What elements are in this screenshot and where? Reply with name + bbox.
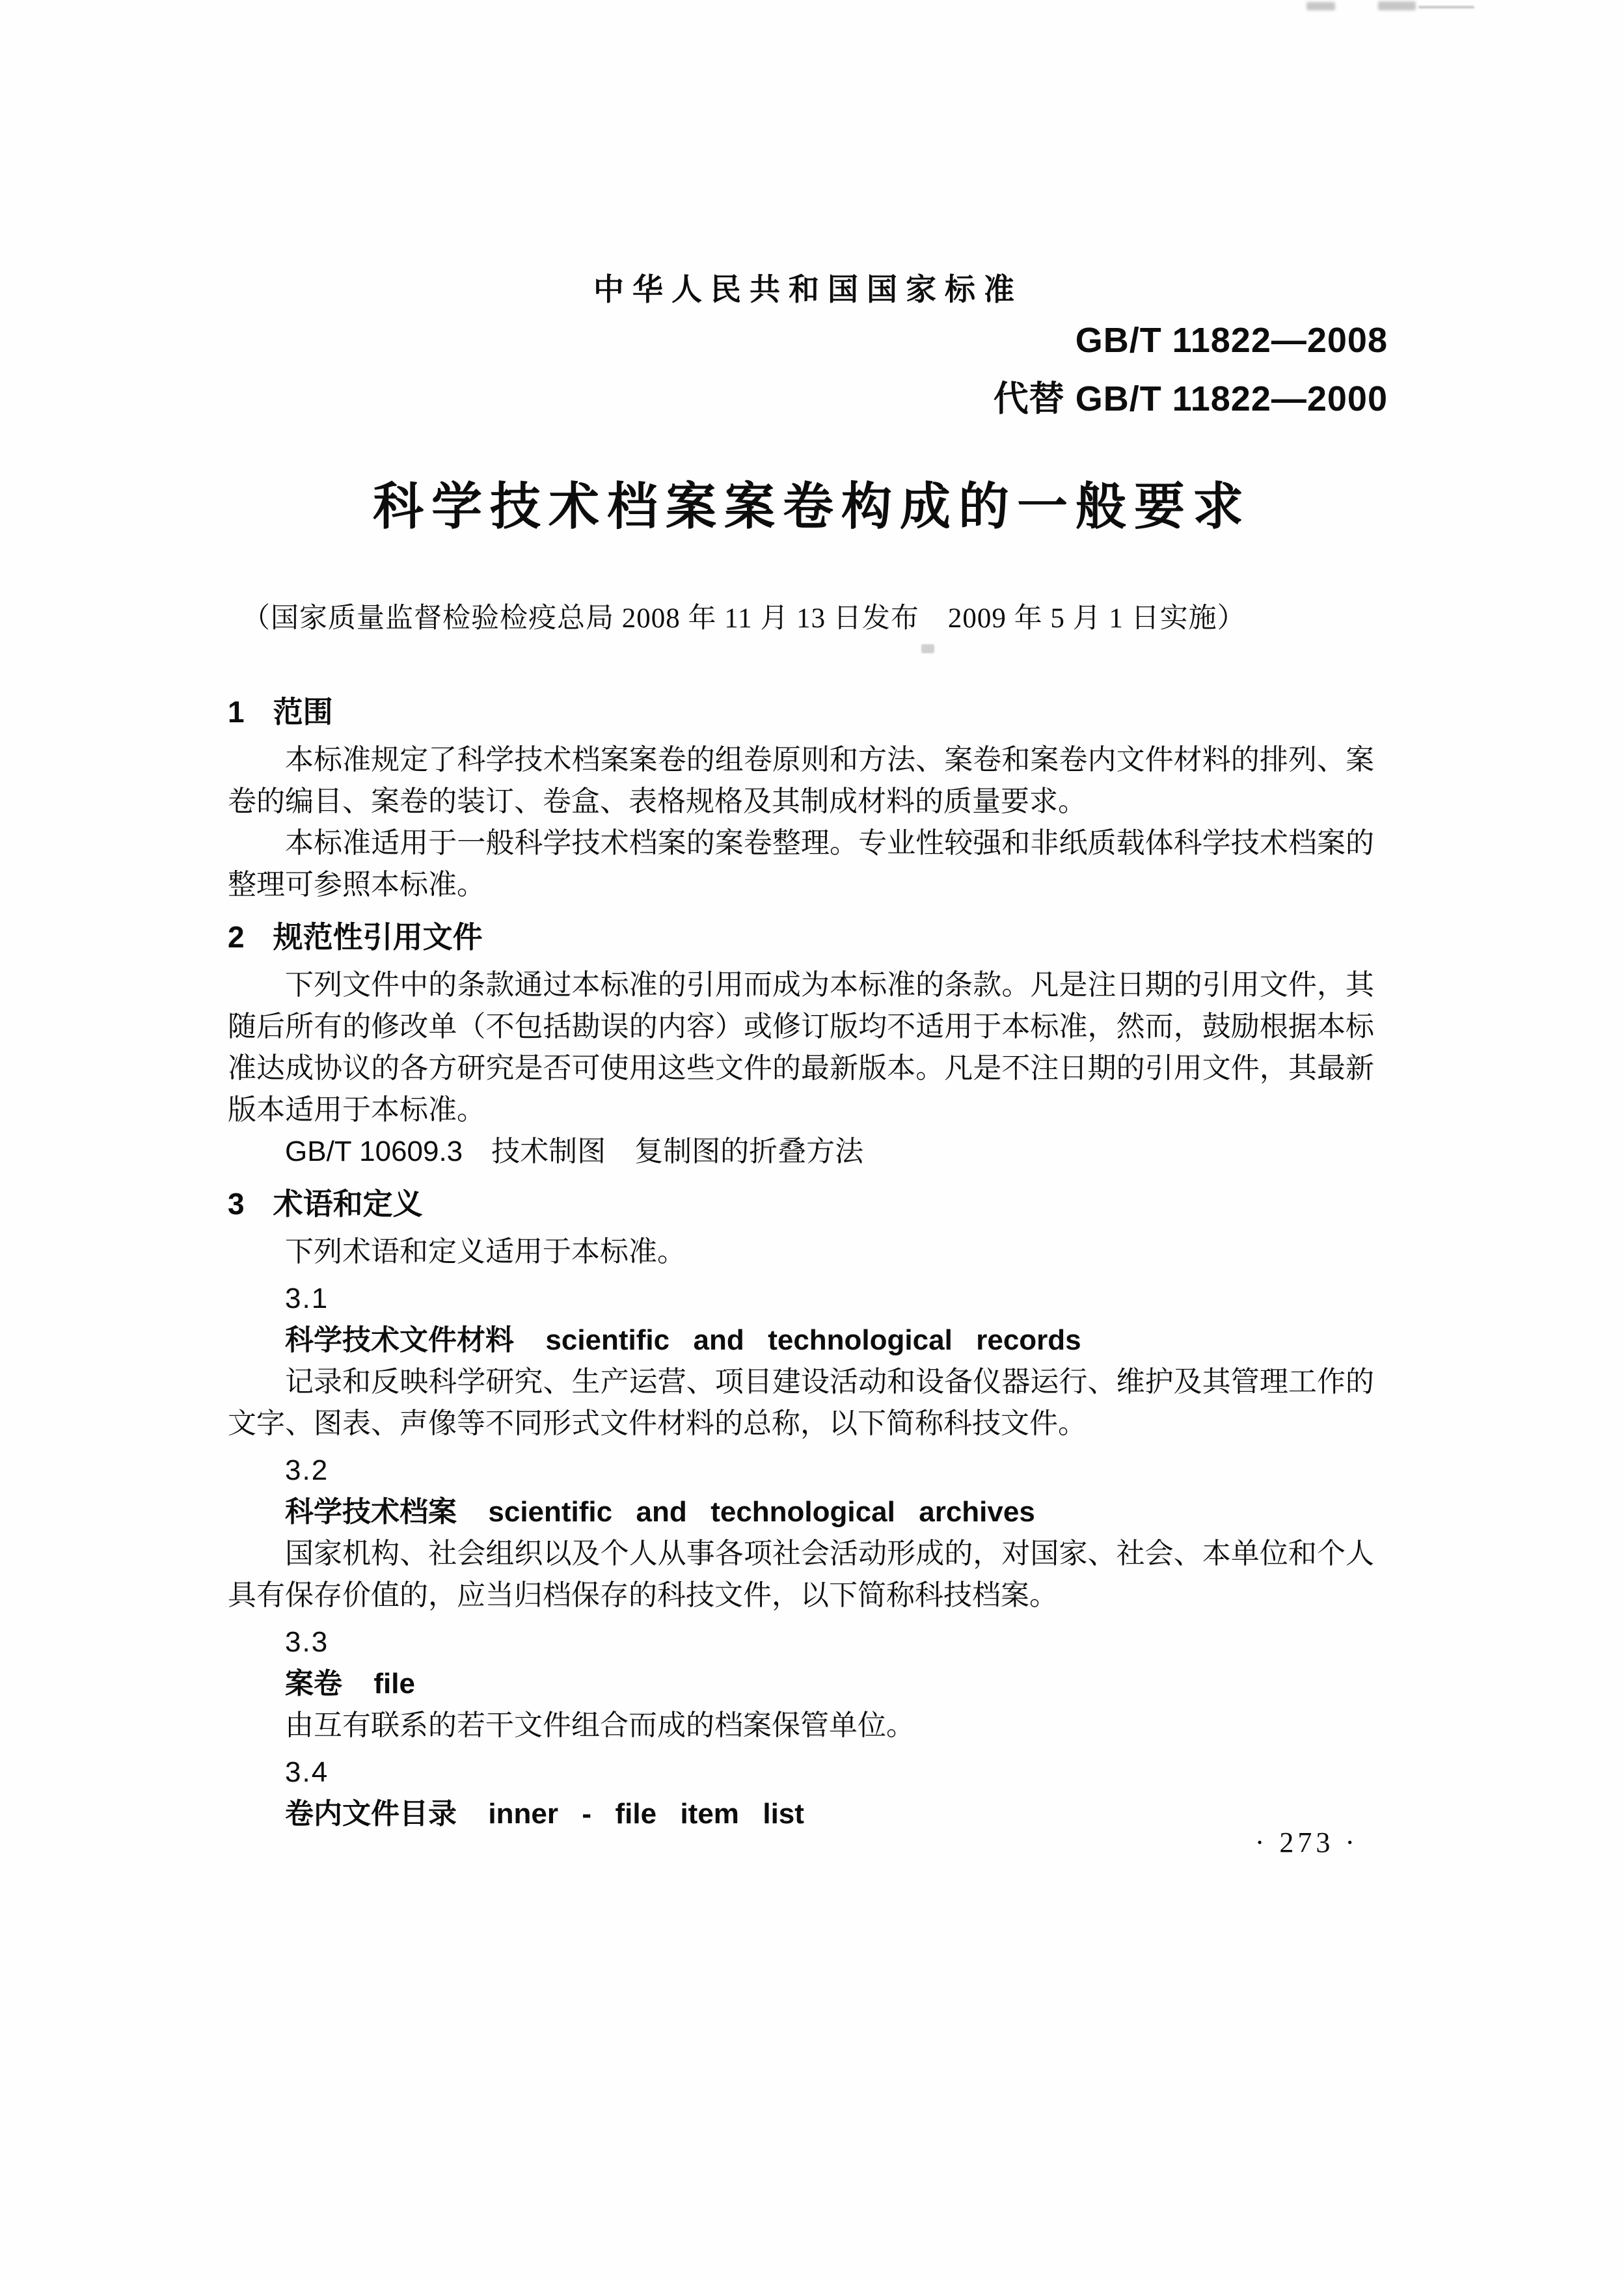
term-en: scientific and technological archives (488, 1496, 1035, 1528)
term-heading (228, 1793, 1374, 1835)
section-number: 1 (228, 695, 245, 729)
document-title: 科学技术档案案卷构成的一般要求 (372, 478, 1251, 535)
scan-artifact (921, 644, 934, 653)
term-number: 3.1 (285, 1283, 329, 1314)
scan-artifact (1306, 2, 1335, 10)
section-title: 术语和定义 (273, 1187, 423, 1221)
section-title: 范围 (273, 695, 333, 729)
national-standard-label: 中华人民共和国国家标准 (593, 272, 1023, 306)
section-number: 3 (228, 1187, 245, 1221)
term-heading (228, 1320, 1374, 1361)
section-heading-normative-references (228, 916, 1374, 958)
document-body (228, 681, 1374, 1835)
term-zh: 科学技术档案 (285, 1496, 457, 1528)
scan-artifact (1418, 6, 1474, 8)
section-title: 规范性引用文件 (273, 920, 483, 954)
term-number: 3.3 (285, 1626, 329, 1658)
term-zh: 卷内文件目录 (285, 1798, 457, 1830)
term-definition: 由互有联系的若干文件组合而成的档案保管单位。 (285, 1709, 915, 1741)
paragraph: 下列文件中的条款通过本标准的引用而成为本标准的条款。凡是注日期的引用文件，其随后所有的修改单（不包括勘误的内容）或修订版均不适用于本标准，然而，鼓励根据本标准达成协议的各方研究是否可使用这些文件的最新版本。凡是不注日期的引用文件，其最新版本适用于本标准。 (228, 969, 1374, 1126)
section-heading-scope (228, 691, 1374, 733)
term-heading (228, 1663, 1374, 1705)
term-heading (228, 1491, 1374, 1533)
section-number: 2 (228, 920, 245, 954)
term-definition: 国家机构、社会组织以及个人从事各项社会活动形成的，对国家、社会、本单位和个人具有保存价值的，应当归档保存的科技文件，以下简称科技档案。 (228, 1538, 1374, 1611)
scan-artifact (1378, 1, 1416, 10)
term-definition: 记录和反映科学研究、生产运营、项目建设活动和设备仪器运行、维护及其管理工作的文字、图表、声像等不同形式文件材料的总称，以下简称科技文件。 (228, 1366, 1374, 1439)
reference-entry: GB/T 10609.3 技术制图 复制图的折叠方法 (285, 1135, 864, 1167)
term-en: scientific and technological records (545, 1324, 1081, 1356)
publication-line: （国家质量监督检验检疫总局 2008 年 11 月 13 日发布 2009 年 5 月 1 日实施） (242, 603, 1246, 634)
term-number: 3.4 (285, 1756, 329, 1788)
term-number: 3.2 (285, 1454, 329, 1486)
term-en: inner - file item list (488, 1798, 804, 1830)
standard-code: GB/T 11822—2008 (1075, 321, 1388, 360)
section-heading-terms-definitions (228, 1183, 1374, 1225)
paragraph: 本标准适用于一般科学技术档案的案卷整理。专业性较强和非纸质载体科学技术档案的整理可参照本标准。 (228, 827, 1374, 901)
page-number: · 273 · (1254, 1827, 1359, 1858)
term-en: file (373, 1668, 415, 1700)
paragraph: 下列术语和定义适用于本标准。 (285, 1236, 686, 1268)
term-zh: 案卷 (285, 1668, 342, 1700)
replaces-note: 代替 GB/T 11822—2000 (993, 379, 1388, 418)
term-zh: 科学技术文件材料 (285, 1324, 514, 1356)
paragraph: 本标准规定了科学技术档案案卷的组卷原则和方法、案卷和案卷内文件材料的排列、案卷的编目、案卷的装订、卷盒、表格规格及其制成材料的质量要求。 (228, 744, 1374, 817)
